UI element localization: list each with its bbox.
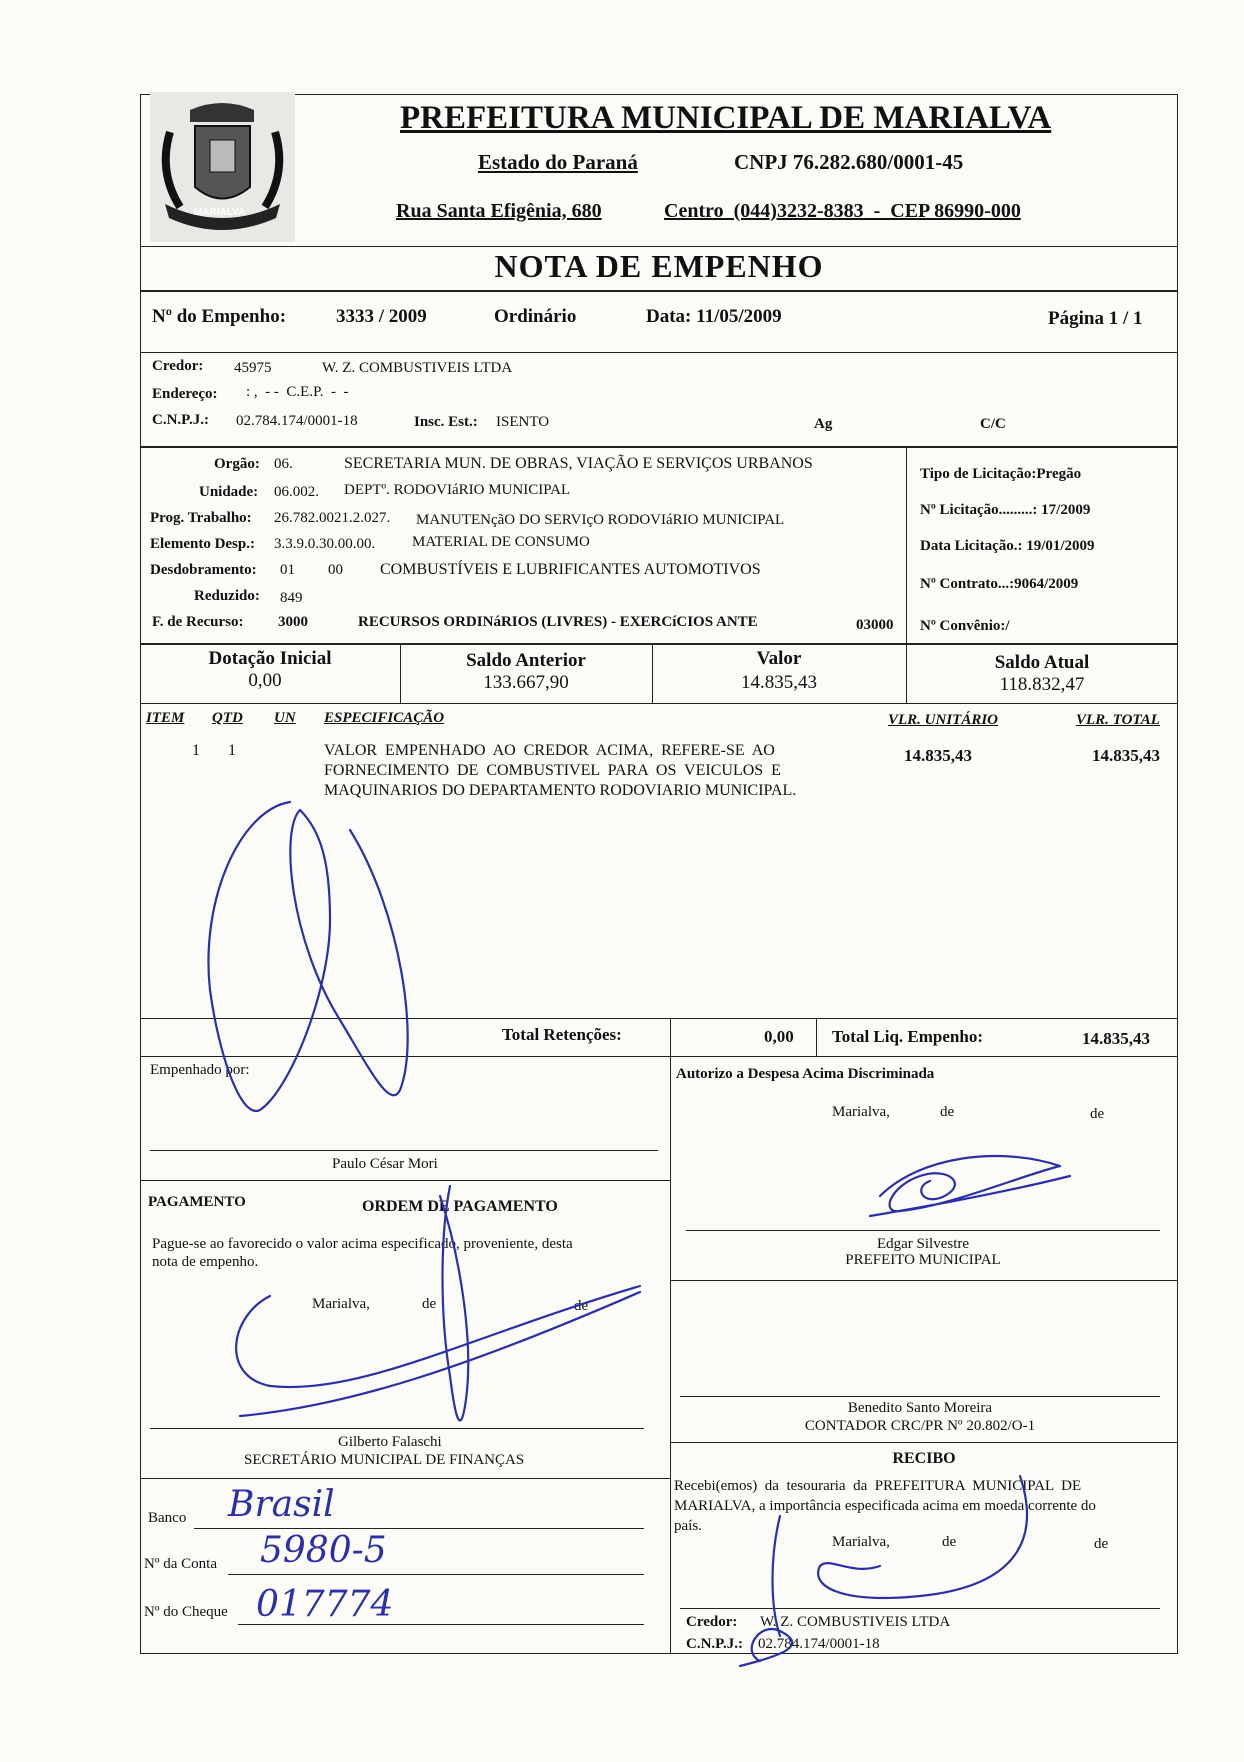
saldo-anterior-value: 133.667,90 [483,672,569,693]
divider [670,1442,1178,1443]
signature-line [150,1150,658,1151]
retencoes-value: 0,00 [764,1027,794,1046]
elem-desc: MATERIAL DE CONSUMO [412,534,590,550]
item-number: 1 [192,742,200,759]
saldo-atual-value: 118.832,47 [999,674,1085,695]
orgao-code: 06. [274,456,293,472]
recurso-num: 03000 [856,617,894,633]
divider [906,446,907,644]
autorizo-place: Marialva, [832,1104,890,1120]
recurso-desc: RECURSOS ORDINáRIOS (LIVRES) - EXERCíCIOS ANTE [358,614,758,630]
divider [140,290,1178,292]
credor-name: W. Z. COMBUSTIVEIS LTDA [322,360,513,376]
recibo-place: Marialva, [832,1534,890,1550]
credor-label: Credor: [152,358,204,374]
dotacao-value: 0,00 [248,670,282,691]
liq-label: Total Liq. Empenho: [832,1027,983,1046]
dotacao-label: Dotação Inicial [208,648,332,669]
autorizo-de-1: de [940,1104,955,1120]
elem-code: 3.3.9.0.30.00.00. [274,536,376,552]
numero-licitacao: Nº Licitação.........: 17/2009 [920,502,1091,518]
pagamento-label: PAGAMENTO [148,1194,246,1210]
autorizo-label: Autorizo a Despesa Acima Discriminada [676,1066,935,1082]
cnpj-label: C.N.P.J.: [152,412,209,428]
empenho-type: Ordinário [494,306,577,327]
pagamento-signer-role: SECRETÁRIO MUNICIPAL DE FINANÇAS [244,1452,525,1468]
recibo-de-1: de [942,1534,957,1550]
pagamento-de-2: de [574,1298,589,1314]
tipo-licitacao: Tipo de Licitação:Pregão [920,466,1082,482]
address-rest: Centro (044)3232-8383 - CEP 86990-000 [664,200,1021,222]
unidade-code: 06.002. [274,484,319,500]
recurso-code: 3000 [278,614,308,630]
cnpj-header: CNPJ 76.282.680/0001-45 [734,150,964,174]
divider [670,1280,1178,1281]
saldo-anterior-label: Saldo Anterior [466,650,586,671]
valor-label: Valor [756,648,802,669]
coat-of-arms [150,92,295,242]
signature-line [686,1230,1160,1231]
elem-label: Elemento Desp.: [150,536,255,552]
item-vlr-unitario: 14.835,43 [904,746,972,765]
col-vlr-unitario: VLR. UNITÁRIO [888,712,999,728]
prog-label: Prog. Trabalho: [150,510,252,526]
insc-value: ISENTO [496,414,550,430]
desd-a: 01 [280,562,295,578]
pagamento-text-1: Pague-se ao favorecido o valor acima especificado, proveniente, desta [152,1236,573,1252]
retencoes-label: Total Retenções: [502,1025,622,1044]
divider [140,1018,1178,1019]
credor-code: 45975 [234,360,272,376]
col-qtd: QTD [212,710,243,726]
autorizo-de-2: de [1090,1106,1105,1122]
endereco-value: : , - - C.E.P. - - [246,384,349,400]
pagamento-signer: Gilberto Falaschi [338,1434,442,1450]
reduzido-value: 849 [280,590,303,606]
unidade-label: Unidade: [199,484,259,500]
recibo-text-3: país. [674,1518,702,1534]
autorizo-signer: Edgar Silvestre [876,1236,970,1252]
recibo-cnpj-label: C.N.P.J.: [686,1636,743,1652]
page-number: Página 1 / 1 [1048,308,1143,329]
cheque-label: Nº do Cheque [144,1604,228,1620]
saldo-atual-label: Saldo Atual [994,652,1090,673]
item-espec-line-2: FORNECIMENTO DE COMBUSTIVEL PARA OS VEICULOS E [324,762,781,779]
numero-contrato: Nº Contrato...:9064/2009 [920,576,1079,592]
recibo-de-2: de [1094,1536,1109,1552]
banco-label: Banco [148,1510,187,1526]
credor-cnpj: 02.784.174/0001-18 [236,413,358,429]
recibo-text-1: Recebi(emos) da tesouraria da PREFEITURA MUNICIPAL DE [674,1478,1082,1494]
pagamento-text-2: nota de empenho. [152,1254,259,1270]
contador-role: CONTADOR CRC/PR Nº 20.802/O-1 [804,1418,1036,1434]
col-especificacao: ESPECIFICAÇÃO [324,710,445,726]
autorizo-signer-role: PREFEITO MUNICIPAL [845,1252,1001,1268]
desd-label: Desdobramento: [150,562,257,578]
insc-label: Insc. Est.: [414,414,478,430]
pagamento-place: Marialva, [312,1296,370,1312]
empenhado-label: Empenhado por: [150,1062,250,1078]
banco-handwritten: Brasil [228,1484,335,1525]
numero-convenio: Nº Convênio:/ [920,618,1010,634]
item-espec-line-1: VALOR EMPENHADO AO CREDOR ACIMA, REFERE-SE AO [324,742,775,759]
signature-line [150,1428,644,1429]
divider [140,1180,670,1181]
ordem-pagamento-label: ORDEM DE PAGAMENTO [362,1198,558,1215]
coat-of-arms-banner: MARIALVA [194,207,246,218]
cc-label: C/C [980,416,1006,432]
reduzido-label: Reduzido: [194,588,260,604]
col-vlr-total: VLR. TOTAL [1076,712,1160,728]
desd-b: 00 [328,562,343,578]
conta-field[interactable] [228,1574,644,1575]
conta-label: Nº da Conta [144,1556,217,1572]
unidade-desc: DEPTº. RODOVIáRIO MUNICIPAL [344,482,571,498]
contador-name: Benedito Santo Moreira [847,1400,993,1416]
address-street: Rua Santa Efigênia, 680 [396,200,602,222]
page-title: PREFEITURA MUNICIPAL DE MARIALVA [400,100,1052,136]
empenho-number: 3333 / 2009 [336,306,427,327]
orgao-label: Orgão: [214,456,260,472]
recibo-credor-label: Credor: [686,1614,738,1630]
divider [670,1056,671,1654]
divider [140,703,1178,704]
divider [816,1018,817,1056]
empenho-label: Nº do Empenho: [152,306,287,327]
document-title: NOTA DE EMPENHO [494,248,824,284]
ag-label: Ag [814,416,833,432]
recurso-label: F. de Recurso: [152,614,244,630]
recibo-cnpj: 02.784.174/0001-18 [758,1636,880,1652]
divider [140,246,1178,247]
conta-handwritten: 5980-5 [260,1530,387,1571]
orgao-desc: SECRETARIA MUN. DE OBRAS, VIAÇÃO E SERVIÇOS URBANOS [344,455,813,472]
endereco-label: Endereço: [152,386,218,402]
divider [670,1018,671,1056]
divider [140,1056,1178,1057]
signature-line [680,1608,1160,1609]
valor-value: 14.835,43 [741,672,817,693]
desd-desc: COMBUSTÍVEIS E LUBRIFICANTES AUTOMOTIVOS [380,561,761,578]
prog-code: 26.782.0021.2.027. [274,510,391,526]
item-espec-line-3: MAQUINARIOS DO DEPARTAMENTO RODOVIARIO MUNICIPAL. [324,782,797,799]
signature-line [680,1396,1160,1397]
item-qtd: 1 [228,742,236,759]
recibo-label: RECIBO [892,1450,956,1467]
empenhado-name: Paulo César Mori [332,1156,438,1172]
pagamento-de-1: de [422,1296,437,1312]
item-vlr-total: 14.835,43 [1092,746,1160,765]
col-item: ITEM [146,710,185,726]
col-un: UN [274,710,296,726]
empenho-date: Data: 11/05/2009 [646,306,782,327]
data-licitacao: Data Licitação.: 19/01/2009 [920,538,1095,554]
divider [140,1478,670,1479]
banco-field[interactable] [194,1528,644,1529]
state-name: Estado do Paraná [478,150,638,174]
divider [140,352,1178,353]
recibo-credor: W. Z. COMBUSTIVEIS LTDA [760,1614,951,1630]
divider [140,446,1178,448]
prog-desc: MANUTENçãO DO SERVIçO RODOVIáRIO MUNICIPAL [416,512,785,528]
recibo-text-2: MARIALVA, a importância especificada acima em moeda corrente do [674,1498,1096,1514]
liq-value: 14.835,43 [1082,1029,1150,1048]
divider [140,643,1178,645]
cheque-handwritten: 017774 [256,1584,394,1625]
